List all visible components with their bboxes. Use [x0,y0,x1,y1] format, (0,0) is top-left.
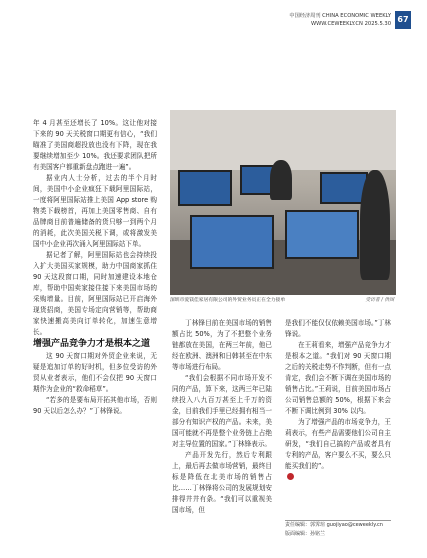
article-end-icon [287,473,294,480]
monitor-image [178,170,232,206]
photo-credit: 受访者 / 供图 [365,298,394,303]
paragraph: 丁林锋目前在美国市场的销售额占比 50%，为了不把整个业务链都放在美国，在两三年前，他已经在欧洲、澳洲和日韩甚至在中东等市场进行布局。 [172,319,272,371]
paragraph: 是我们不能仅仅依赖美国市场。”丁林锋说。 [285,319,391,338]
paragraph: 产品开发先行，然后专利跟上，最后再去做市场营销，最终目标是降低在北美市场的销售占比……丁林锋将公司的发展规划安排得井井有条。“我们可以重视美国市场，但 [172,451,272,514]
caption-text: 深圳市爱镁佳家居有限公司的外贸业务员正在全力接单 [170,298,286,303]
magazine-name: 中国经济周刊 CHINA ECONOMIC WEEKLY [289,13,391,19]
paragraph: 据业内人士分析，过去的半个月时间，美国中小企业疯狂下载阿里国际站，一度将阿里国际站推上美国 App store 购物类下载榜首，再加上美国零售商、自有品牌商目前普遍储备的货只够一到两个月的消耗，此次美国关税下调，或将激发美国中小企业再次涌入阿里国际站下单。 [33,174,157,248]
office-photo [170,110,396,295]
monitor-image [285,210,359,259]
person-image [270,160,292,200]
paragraph: “若多的是要布局开拓其他市场，否则 90 天以后怎么办？”丁林锋说。 [33,396,157,415]
article-column-1 [33,118,157,417]
photo-caption [170,296,396,306]
section-title: 增强产品竞争力才是根本之道 [33,339,151,349]
monitor-image [190,215,274,269]
paragraph: 据记者了解，阿里国际站也会持续投入扩大美国买家规模，助力中国商家抓住 90 天这段窗口期，同时加速建设本地仓库，帮助中国卖家接住接下来美国市场的采购增量。目前，阿里国际站已开启海外现货招商，美国专场定向营销等，帮助商家快速搬高美向订单转化，加速生意增长。 [33,251,157,336]
magazine-url-date: WWW.CEWEEKLY.CN 2025.5.30 [311,21,391,27]
editor-credits [285,520,391,543]
paragraph: 为了增强产品的市场竞争力，王莉表示，有些产品需要他们公司自主研发，“我们自己搞的产品或者具有专利的产品，客户要么不买，要么只能买我们的”。 [285,418,391,470]
page-number: 67 [395,11,411,29]
layout-editor: 版面编辑：孙铭兰 [285,531,326,537]
paragraph: 这 90 天窗口期对外贸企业来说，无疑是追加订单的好时机，但多位受访的外贸从业者表示，他们不会仅把 90 天窗口期作为企业的“救命稻草”。 [33,352,157,393]
paragraph: 年 4 月甚至还增长了 10%。这让他对接下来的 90 天关税窗口期更有信心，“我们瞄准了美国商超投放也没有下降，现在我要继续增加至少 10%。我还要求团队把所有美国客户都重新盘点跑进一遍”。 [33,119,157,171]
paragraph: 在王莉看来，增强产品竞争力才是根本之道。“我们对 90 天窗口期之后的关税走势不作判断，但有一点肯定，我们会不断下调在美国市场的销售占比。”王莉说，目前美国市场占公司销售总额的 50%，根据下来会不断下调比例到 30% 以内。 [285,341,391,415]
paragraph: “我们会根据不同市场开发不同的产品，算下来，这两三年已陆续投入八九百万甚至上千万的资金，目前我们手里已经拥有相当一部分有知识产权的产品。未来，美国可能就不再是整个业务链上占绝对主导位置的国家。”丁林锋表示。 [172,374,272,448]
responsible-editor: 责任编辑：郭霁瑄 guojiyao@ceweekly.cn [285,522,383,528]
article-column-2 [172,318,272,516]
article-column-3 [285,318,391,483]
person-image [360,170,390,280]
page-header [0,0,427,40]
